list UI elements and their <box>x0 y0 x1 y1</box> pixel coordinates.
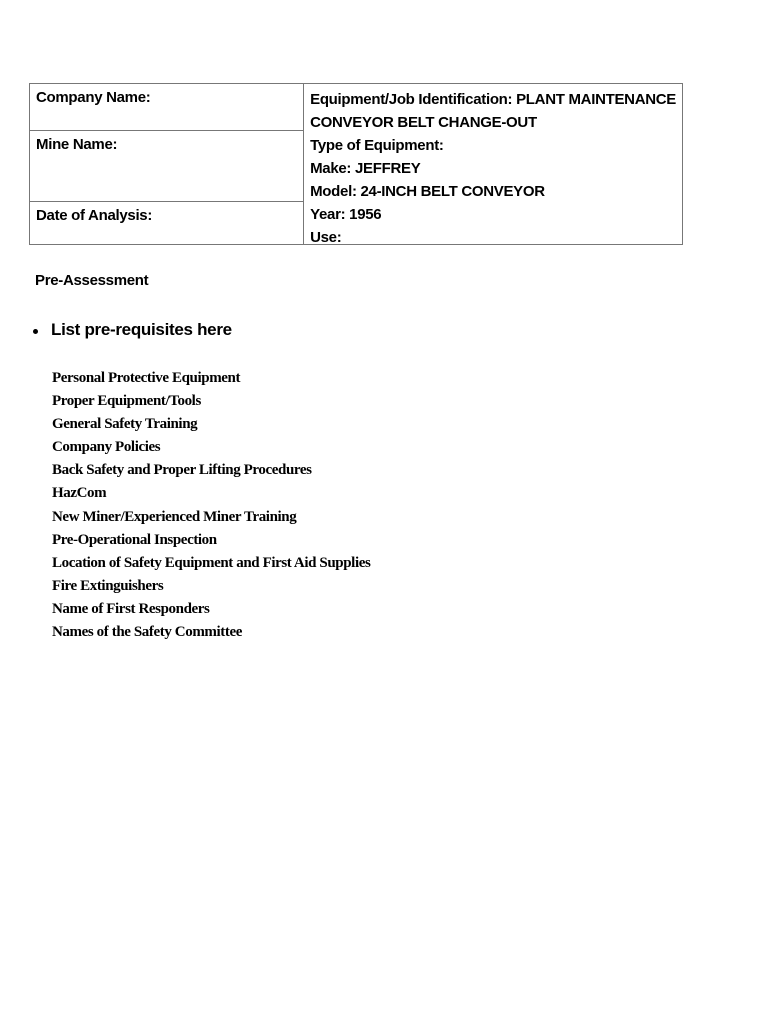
type-of-equipment-line: Type of Equipment: <box>310 137 444 154</box>
date-of-analysis-label: Date of Analysis: <box>36 207 153 224</box>
bullet-icon <box>33 329 38 334</box>
mine-name-cell <box>30 131 303 202</box>
model-line: Model: 24-INCH BELT CONVEYOR <box>310 183 545 200</box>
section-title: Pre-Assessment <box>35 272 149 289</box>
list-item: HazCom <box>52 485 107 502</box>
company-name-cell <box>30 84 303 131</box>
list-item: Proper Equipment/Tools <box>52 393 201 410</box>
list-item: Personal Protective Equipment <box>52 370 241 386</box>
equipment-job-identification-line: Equipment/Job Identification: PLANT MAINTENANCE <box>310 91 676 108</box>
prerequisites-bullet-text: List pre-requisites here <box>51 320 232 339</box>
company-name-label: Company Name: <box>36 89 151 106</box>
equipment-job-name-line: CONVEYOR BELT CHANGE-OUT <box>310 114 537 131</box>
list-item: Back Safety and Proper Lifting Procedures <box>52 462 312 479</box>
list-item: Pre-Operational Inspection <box>52 531 217 548</box>
header-left-column <box>30 84 304 244</box>
list-item: Fire Extinguishers <box>52 577 164 594</box>
equipment-identification-cell <box>304 84 682 244</box>
list-item: Name of First Responders <box>52 600 210 617</box>
year-line: Year: 1956 <box>310 206 382 223</box>
list-item: Names of the Safety Committee <box>52 624 242 641</box>
header-table <box>29 83 683 245</box>
prerequisites-bullet <box>33 320 232 340</box>
use-line: Use: <box>310 229 342 246</box>
date-of-analysis-cell <box>30 202 303 244</box>
make-line: Make: JEFFREY <box>310 160 421 177</box>
list-item: General Safety Training <box>52 416 198 433</box>
list-item: Company Policies <box>52 439 161 456</box>
prerequisites-list <box>52 367 370 644</box>
list-item: Location of Safety Equipment and First Aid Supplies <box>52 554 371 571</box>
list-item: New Miner/Experienced Miner Training <box>52 508 297 525</box>
mine-name-label: Mine Name: <box>36 136 118 153</box>
